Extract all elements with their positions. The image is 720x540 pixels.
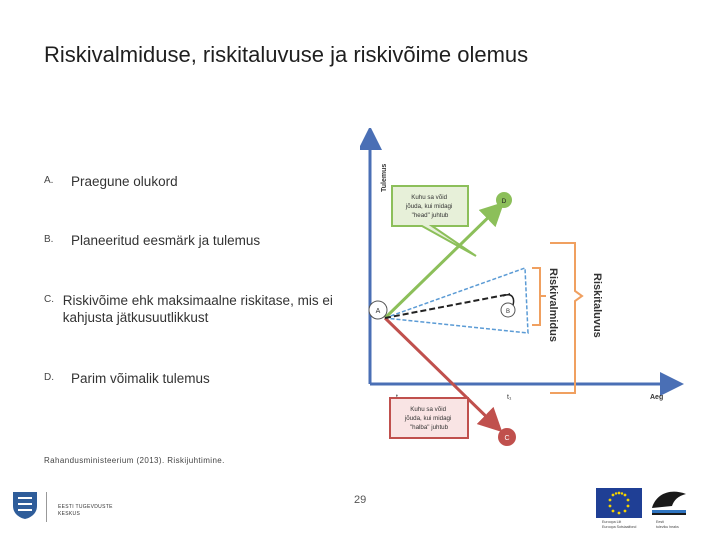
point-d-label: D [501, 198, 507, 205]
list-item-d [44, 370, 354, 387]
good-callout-line-2: jõuda, kui midagi [405, 203, 453, 210]
riskitaluvus-label: Riskitaluvus [591, 273, 603, 338]
coat-of-arms-icon [10, 490, 40, 520]
logo-divider [46, 492, 47, 522]
item-letter: B. [44, 234, 54, 245]
item-text: Riskivõime ehk maksimaalne riskitase, mis ei kahjusta jätkusuutlikkust [62, 293, 333, 325]
good-callout-line-1: Kuhu sa võid [411, 194, 448, 201]
left-logo [10, 490, 113, 525]
item-letter: A. [44, 175, 54, 186]
left-logo-line-1: EESTI TUGEVDUSTE [58, 504, 113, 510]
riskivalmidus-label: Riskivalmidus [547, 268, 559, 342]
risk-diagram-overlay [360, 128, 690, 454]
eu-flag-icon [596, 488, 642, 518]
x-axis-label: Aeg [650, 394, 664, 401]
bad-callout-line-1: Kuhu sa võid [410, 406, 447, 413]
bad-callout-text [404, 406, 453, 431]
list-item-c [44, 292, 354, 326]
eu-caption-line-1: Euroopa Liit [602, 520, 622, 524]
list-item-b [44, 232, 354, 249]
t1-label: t₁ [507, 394, 512, 401]
list-item-a [44, 173, 354, 190]
eu-caption-line-2: Euroopa Sotsiaalfond [602, 525, 637, 529]
eesti-bird-icon [648, 488, 692, 518]
left-logo-line-2: KESKUS [58, 511, 81, 517]
left-logo-name [58, 504, 118, 518]
good-callout-line-3: "head" juhtub [411, 212, 449, 219]
slide-title: Riskivalmiduse, riskitaluvuse ja riskivõime olemus [44, 42, 529, 67]
source-citation: Rahandusministeerium (2013). Riskijuhtimine. [44, 456, 225, 465]
item-text: Planeeritud eesmärk ja tulemus [71, 233, 261, 248]
item-letter: D. [44, 372, 54, 383]
eu-caption [602, 520, 662, 530]
bad-callout-line-3: "halba" juhtub [409, 424, 449, 431]
eesti-caption-line-1: Eesti [656, 520, 664, 524]
point-c-label: C [504, 435, 510, 442]
item-text: Parim võimalik tulemus [71, 371, 210, 386]
eesti-caption-line-2: tuleviku heaks [656, 525, 679, 529]
right-logos [596, 488, 679, 529]
item-text: Praegune olukord [71, 174, 178, 189]
y-axis-label: Tulemus [381, 163, 388, 192]
bad-callout-line-2: jõuda, kui midagi [404, 415, 452, 422]
eesti-caption [656, 520, 696, 530]
page-number: 29 [354, 494, 367, 506]
point-a-label: A [375, 308, 381, 315]
item-letter: C. [44, 294, 54, 305]
point-b-label: B [505, 309, 511, 315]
